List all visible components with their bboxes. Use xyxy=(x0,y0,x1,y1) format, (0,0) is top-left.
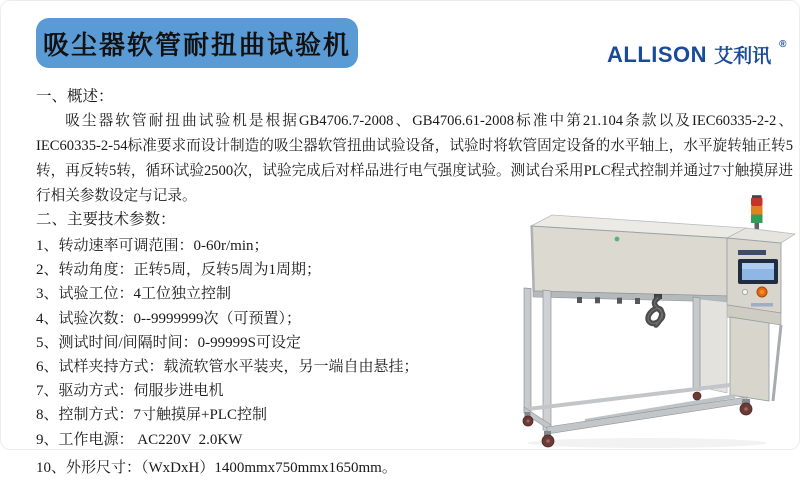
spec-item-7: 7、驱动方式：伺服步进电机 xyxy=(36,383,224,400)
panel-label xyxy=(738,250,766,255)
specs-heading: 二、主要技术参数： xyxy=(36,211,176,228)
spec-item-2: 2、转动角度：正转5周，反转5周为1周期； xyxy=(36,262,322,279)
overview-paragraph: 吸尘器软管耐扭曲试验机是根据GB4706.7-2008、GB4706.61-2008标准中第21.104条款以及IEC60335-2-2、IEC60335-2-54标准要求而设计制造的吸尘器软管扭曲试验设备，试验时将软管固定设备的水平轴上，水平旋转轴正转5转，再反转5转，循环试验2500次，试验完成后对样品进行电气强度试验。测试台采用PLC程式控制并通过7寸触摸屏进行相关参数设定与记录。 xyxy=(36,113,793,204)
page-title: 吸尘器软管耐扭曲试验机 xyxy=(42,30,351,60)
title-banner xyxy=(36,18,358,68)
spec-item-1: 1、转动速率可调范围：0-60r/min； xyxy=(36,238,269,254)
spec-item-9: 9、工作电源： AC220V 2.0KW xyxy=(36,431,243,448)
brand-name-en: ALLISON xyxy=(607,42,708,67)
spec-item-3: 3、试验工位：4工位独立控制 xyxy=(36,286,232,303)
brand-name-cn: 艾利讯 xyxy=(714,46,772,67)
overview-heading: 一、概述： xyxy=(36,88,114,105)
start-button-icon xyxy=(742,289,747,294)
brand-logo xyxy=(607,39,787,69)
registered-trademark-icon: ® xyxy=(779,39,787,50)
floor-shadow xyxy=(527,438,767,448)
touchscreen xyxy=(738,259,778,284)
green-led-reflection xyxy=(615,237,620,242)
spec-item-6: 6、试样夹持方式：载流软管水平装夹，另一端自由悬挂； xyxy=(36,358,419,375)
machine-photo xyxy=(495,193,797,451)
spec-item-4: 4、试验次数：0--9999999次（可预置）； xyxy=(36,310,301,327)
spec-item-8: 8、控制方式：7寸触摸屏+PLC控制 xyxy=(36,407,267,424)
spec-item-5: 5、测试时间/间隔时间：0-99999S可设定 xyxy=(36,334,302,351)
control-column xyxy=(727,238,781,313)
panel-sublabel xyxy=(751,303,773,307)
spec-item-10: 10、外形尺寸：（WxDxH）1400mmx750mmx1650mm。 xyxy=(36,459,397,476)
